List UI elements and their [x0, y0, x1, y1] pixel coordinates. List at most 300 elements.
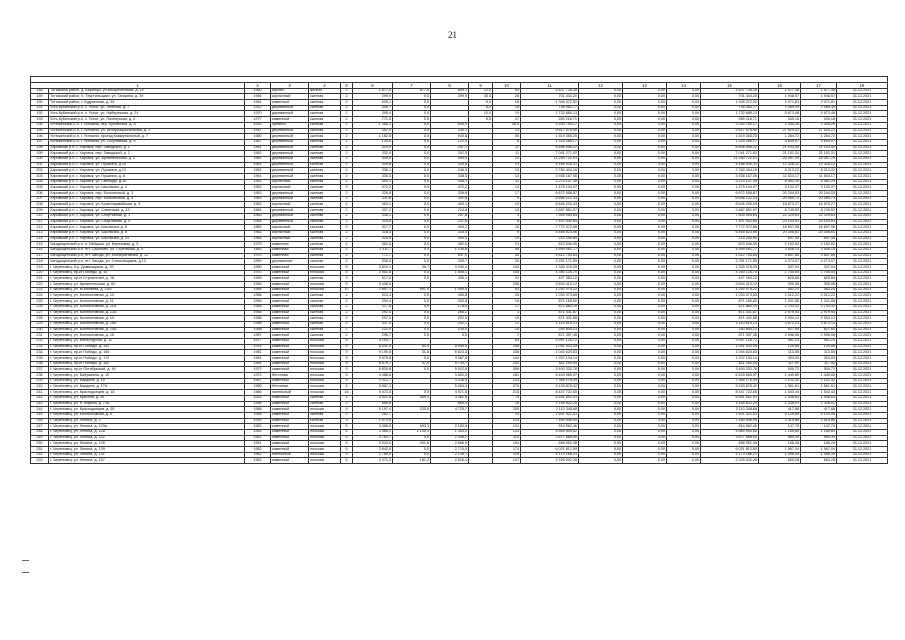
table-cell: 1970	[245, 270, 271, 276]
table-cell: 2	[341, 111, 353, 117]
table-cell: плоская	[309, 458, 341, 464]
table-cell: 237	[31, 367, 49, 373]
table-cell: 6 465 623,56	[701, 230, 759, 236]
table-cell: 0,0	[393, 242, 431, 248]
table-cell: 0,00	[579, 327, 623, 333]
table-cell: 8	[493, 219, 521, 225]
table-cell: 105	[493, 270, 521, 276]
table-cell: 701 434,20	[701, 94, 759, 100]
table-cell: 0,00	[667, 230, 701, 236]
table-cell: 0,00	[667, 447, 701, 453]
table-cell: 269 218,71	[521, 117, 579, 123]
table-cell: 21 151,31	[759, 151, 801, 157]
table-cell: 2	[341, 174, 353, 180]
table-cell: 2 345,26	[801, 122, 837, 128]
table-cell: 660,28	[801, 458, 837, 464]
table-cell: 0,00	[667, 390, 701, 396]
table-cell: 1 948,97	[759, 94, 801, 100]
table-cell: 47,6	[393, 361, 431, 367]
table-cell: 31.12.2021	[837, 213, 888, 219]
table-cell: 0,00	[623, 230, 667, 236]
table-cell: 0,00	[667, 407, 701, 413]
table-cell: 0,0	[393, 390, 431, 396]
table-cell: деревянный	[271, 139, 309, 145]
table-cell: каменный	[271, 310, 309, 316]
table-cell: 22	[493, 276, 521, 282]
table-cell: 304,00	[801, 356, 837, 362]
table-cell: 1960	[245, 88, 271, 94]
table-cell: 227	[31, 310, 49, 316]
table-cell: 191	[31, 105, 49, 111]
table-cell: 0,00	[623, 156, 667, 162]
table-cell: кирпичный	[271, 202, 309, 208]
table-cell: 0,00	[667, 236, 701, 242]
table-cell: 8 447 722,65	[701, 390, 759, 396]
table-cell: 1970	[245, 111, 271, 117]
table-cell: 0,00	[579, 128, 623, 134]
table-cell: 3 986,2	[353, 429, 393, 435]
table-cell: 197	[31, 139, 49, 145]
table-cell: 245	[31, 412, 49, 418]
table-cell: 0,00	[579, 191, 623, 197]
table-cell: 5 129,55	[759, 412, 801, 418]
table-cell: 0,00	[623, 134, 667, 140]
table-cell: 296,7	[353, 333, 393, 339]
table-cell: 3 132,37	[759, 185, 801, 191]
table-cell: скатная	[309, 196, 341, 202]
table-cell: 125	[493, 418, 521, 424]
table-cell: 736 083,77	[701, 105, 759, 111]
table-cell: 211	[31, 219, 49, 225]
table-cell: 7 505 054,84	[521, 213, 579, 219]
table-cell: 330,1	[431, 128, 469, 134]
table-cell: 31.12.2021	[837, 230, 888, 236]
table-cell: 0,00	[579, 174, 623, 180]
table-cell: 7 497 542,84	[701, 219, 759, 225]
table-cell: 18 607,56	[759, 225, 801, 231]
table-cell: 0,00	[667, 128, 701, 134]
table-cell: 1 325 376,05	[701, 265, 759, 271]
table-cell: 1981	[245, 361, 271, 367]
table-cell: 224	[31, 293, 49, 299]
table-cell: 0,0	[393, 236, 431, 242]
table-cell: деревянный	[271, 162, 309, 168]
table-cell: 31.12.2021	[837, 111, 888, 117]
table-cell: 0,00	[667, 179, 701, 185]
column-number-header: 14	[667, 83, 701, 89]
table-cell: 9	[341, 350, 353, 356]
table-cell: 0,00	[579, 452, 623, 458]
table-cell: 20 244,53	[759, 191, 801, 197]
table-cell: 5	[341, 338, 353, 344]
table-cell: 0,00	[579, 367, 623, 373]
table-cell: 2	[341, 117, 353, 123]
table-cell: 0,00	[667, 196, 701, 202]
table-cell: каменный	[271, 356, 309, 362]
table-cell: Харовский р-н, г. Харовск, ул. Пушкина, д. 8	[49, 174, 245, 180]
table-cell: 4 294,7	[353, 338, 393, 344]
table-cell: 0,0	[393, 230, 431, 236]
table-cell: 2 687 851,97	[521, 208, 579, 214]
table-cell: 0,0	[393, 219, 431, 225]
table-cell: 336	[493, 350, 521, 356]
table-cell: 147,70	[801, 424, 837, 430]
table-cell: 0,0	[393, 304, 431, 310]
table-cell: г. Череповец, ул. Бардина, д. 17А	[49, 384, 245, 390]
table-cell: 15	[493, 156, 521, 162]
table-cell: 7 772 372,86	[521, 225, 579, 231]
table-cell: 5	[341, 435, 353, 441]
table-cell: 399,9	[431, 94, 469, 100]
table-cell: г. Череповец, ул. Краснодонцев, д. 18	[49, 390, 245, 396]
table-cell: 0,0	[393, 447, 431, 453]
table-cell: 771,7	[353, 253, 393, 259]
table-cell: 2 551,6	[353, 270, 393, 276]
table-cell: деревянный	[271, 208, 309, 214]
table-cell: 0,00	[667, 88, 701, 94]
table-cell: 0,00	[667, 344, 701, 350]
table-cell: 0,00	[579, 185, 623, 191]
table-cell: 2	[341, 310, 353, 316]
table-cell: 2 071,81	[801, 100, 837, 106]
table-cell: 0,00	[667, 145, 701, 151]
table-cell: 1 207 134,14	[521, 356, 579, 362]
table-cell: 871 331,67	[521, 310, 579, 316]
table-cell: 2 897,1	[353, 287, 393, 293]
table-cell: г. Череповец, ул. Ленина, д. 157	[49, 458, 245, 464]
table-cell: 404,2	[431, 225, 469, 231]
table-cell: скатная	[309, 156, 341, 162]
table-cell: 4 971,8	[431, 390, 469, 396]
column-number-header: 17	[801, 83, 837, 89]
table-cell: каменный	[271, 378, 309, 384]
table-cell: 0,00	[623, 378, 667, 384]
table-cell: 2	[341, 100, 353, 106]
table-cell: 2 069,39	[801, 105, 837, 111]
table-cell: 190	[31, 100, 49, 106]
table-cell: каменный	[271, 276, 309, 282]
table-cell: 292,4	[353, 310, 393, 316]
table-cell: 231	[31, 333, 49, 339]
table-cell: Харовский р-н, г. Харовск, пер. Заводской, д. 1	[49, 145, 245, 151]
table-cell: 5	[341, 424, 353, 430]
table-cell: 215	[31, 242, 49, 248]
table-cell: 9 845,07	[801, 139, 837, 145]
table-cell: 31.12.2021	[837, 270, 888, 276]
table-cell: 0,0	[393, 225, 431, 231]
table-cell: 0,00	[667, 378, 701, 384]
table-cell: г. Череповец, ул. Коллективная, д. 4	[49, 412, 245, 418]
table-cell: 0,00	[623, 253, 667, 259]
table-cell: 134,6	[353, 139, 393, 145]
table-cell: 0,00	[579, 179, 623, 185]
table-cell: 31.12.2021	[837, 225, 888, 231]
table-cell: 0,00	[579, 282, 623, 288]
table-cell: 16	[493, 225, 521, 231]
table-cell: скатная	[309, 208, 341, 214]
table-cell: 2 577,38	[759, 88, 801, 94]
table-cell: 0,00	[623, 196, 667, 202]
table-cell: плоская	[309, 435, 341, 441]
table-cell: 0,00	[667, 441, 701, 447]
table-cell: 15	[493, 316, 521, 322]
table-cell: 1 336,01	[801, 401, 837, 407]
table-cell: 0,0	[393, 174, 431, 180]
table-cell: 2	[341, 247, 353, 253]
table-cell: 2	[341, 134, 353, 140]
table-cell: 1975	[245, 242, 271, 248]
table-cell: 2	[341, 321, 353, 327]
table-cell: 1961	[245, 168, 271, 174]
table-cell: 200	[31, 156, 49, 162]
table-cell: каменный	[271, 435, 309, 441]
table-cell: 214 245,84	[701, 236, 759, 242]
table-cell: г. Череповец, ул. Бардина, д. 15	[49, 378, 245, 384]
table-cell: 691,4	[393, 287, 431, 293]
table-cell: скатная	[309, 333, 341, 339]
table-cell: 2 225 032,26	[701, 458, 759, 464]
table-cell: 517,6	[353, 276, 393, 282]
table-cell: Харовский р-н, г. Харовск, пер. Заводской, д. 3	[49, 151, 245, 157]
table-cell: 0,00	[623, 265, 667, 271]
table-cell: 0,00	[667, 304, 701, 310]
table-cell: г. Череповец, ул. М.Беляева, д. 24/2	[49, 287, 245, 293]
column-number-header: 6	[353, 83, 393, 89]
table-cell: 217	[31, 253, 49, 259]
table-cell: 0,0	[393, 270, 431, 276]
table-cell: 186,28	[759, 441, 801, 447]
table-cell: 240 844,13	[701, 327, 759, 333]
table-cell: 12,0	[469, 88, 493, 94]
table-cell: 23 104,91	[759, 219, 801, 225]
table-cell: 0,00	[667, 185, 701, 191]
table-cell: 1 044 620,83	[701, 350, 759, 356]
table-cell: 11 634,17	[759, 174, 801, 180]
table-cell: 1957	[245, 333, 271, 339]
table-cell: г. Череповец, пр-кт Победы, д. 15	[49, 270, 245, 276]
table-cell: 4 274,57	[801, 259, 837, 265]
table-cell: 31.12.2021	[837, 401, 888, 407]
table-cell: 5	[341, 378, 353, 384]
table-cell: 2 069,39	[759, 105, 801, 111]
table-cell: 213	[31, 230, 49, 236]
table-cell: скатная	[309, 100, 341, 106]
table-cell: 246	[31, 418, 49, 424]
table-cell: 1 366,1	[353, 122, 393, 128]
table-cell: плоская	[309, 338, 341, 344]
table-cell: 8 213,22	[759, 168, 801, 174]
table-cell: 472,2	[353, 185, 393, 191]
table-cell: 5 673,48	[759, 111, 801, 117]
table-cell: 514 962,46	[521, 424, 579, 430]
table-cell: 1963	[245, 247, 271, 253]
table-cell: 6 449 565,97	[701, 373, 759, 379]
table-cell: деревянный	[271, 151, 309, 157]
table-cell: 0,00	[667, 191, 701, 197]
column-number-header: 5	[341, 83, 353, 89]
table-cell: 500,72	[801, 367, 837, 373]
table-cell: 628,1	[353, 100, 393, 106]
table-cell: 210	[31, 213, 49, 219]
table-cell: 31.12.2021	[837, 162, 888, 168]
table-cell: 482,24	[801, 287, 837, 293]
table-cell: 657,40	[801, 236, 837, 242]
table-cell: 0,00	[623, 287, 667, 293]
table-cell: 0,0	[393, 299, 431, 305]
table-cell: скатная	[309, 191, 341, 197]
table-cell: скатная	[309, 128, 341, 134]
table-cell: 2	[341, 236, 353, 242]
table-cell: 1 325 286,17	[521, 139, 579, 145]
table-cell: 0,00	[623, 441, 667, 447]
table-cell: бетонная	[271, 384, 309, 390]
table-cell: 1962	[245, 452, 271, 458]
table-cell: 871 860,19	[521, 304, 579, 310]
table-cell: каменный	[271, 412, 309, 418]
table-cell: 20 306,61	[759, 230, 801, 236]
table-cell: 233,5	[393, 407, 431, 413]
table-cell: 2	[341, 202, 353, 208]
table-cell: 0,00	[579, 196, 623, 202]
table-cell: 2	[341, 253, 353, 259]
table-cell: 1 448,63	[759, 395, 801, 401]
table-cell: 186,28	[801, 441, 837, 447]
table-cell: 0,00	[579, 111, 623, 117]
table-cell: 459,2	[393, 395, 431, 401]
table-cell: 1982	[245, 424, 271, 430]
table-cell: 839,9	[431, 122, 469, 128]
table-cell: 129	[493, 452, 521, 458]
table-cell: 2 666,0	[431, 441, 469, 447]
table-cell: 3 533,0	[353, 441, 393, 447]
table-cell: каменный	[271, 293, 309, 299]
table-cell: скатная	[309, 122, 341, 128]
table-cell: 827,64	[801, 327, 837, 333]
table-cell: 417,88	[759, 407, 801, 413]
table-cell: 6 021 812,59	[521, 447, 579, 453]
table-cell: 178,8	[431, 304, 469, 310]
table-cell: 0,00	[579, 310, 623, 316]
table-cell: 1986	[245, 407, 271, 413]
table-cell: 0,00	[623, 367, 667, 373]
table-cell: плоская	[309, 390, 341, 396]
table-cell: 969,39	[759, 435, 801, 441]
table-cell: 382,6	[353, 242, 393, 248]
table-cell: плоская	[309, 424, 341, 430]
table-cell: 2 183,9	[431, 424, 469, 430]
table-cell: 1 496,30	[759, 452, 801, 458]
table-cell: 241	[31, 390, 49, 396]
table-cell: 1 567,04	[759, 447, 801, 453]
table-cell: 215	[493, 390, 521, 396]
table-cell: 1 519 365,25	[521, 134, 579, 140]
table-cell: 253	[31, 458, 49, 464]
table-cell: 1 110 619,13	[701, 321, 759, 327]
table-cell: кирпичный	[271, 230, 309, 236]
table-cell: 1964	[245, 208, 271, 214]
table-cell: 332,9	[353, 151, 393, 157]
table-cell: каменный	[271, 270, 309, 276]
table-cell: 4	[493, 213, 521, 219]
table-cell: 0,00	[623, 356, 667, 362]
table-cell: 0,00	[579, 88, 623, 94]
table-cell: 1 501 421,51	[701, 412, 759, 418]
table-cell: 0,0	[393, 367, 431, 373]
table-cell: 1	[341, 139, 353, 145]
table-cell: 23 104,91	[801, 219, 837, 225]
table-cell: 0,00	[667, 247, 701, 253]
table-cell: 0,00	[667, 225, 701, 231]
table-cell: 3 938 167,06	[521, 174, 579, 180]
table-cell: 244	[31, 407, 49, 413]
table-cell: 206	[31, 191, 49, 197]
table-cell: 7 497 542,84	[521, 219, 579, 225]
table-cell: 0,00	[579, 230, 623, 236]
table-cell: 2	[341, 333, 353, 339]
table-cell: 21 033,40	[759, 145, 801, 151]
table-cell: 9 617 576,96	[521, 128, 579, 134]
table-cell: 866,8	[353, 401, 393, 407]
table-cell: 3 506,14	[759, 247, 801, 253]
table-cell: 0,00	[579, 412, 623, 418]
table-cell: г. Череповец, ул. Ленина, д. 135	[49, 441, 245, 447]
table-cell: каменный	[271, 395, 309, 401]
table-cell: каменный	[271, 447, 309, 453]
table-cell: 216	[31, 247, 49, 253]
table-cell: 243	[31, 401, 49, 407]
table-cell: 1958	[245, 321, 271, 327]
table-cell: 325,9	[353, 236, 393, 242]
table-cell: 658 952,38	[521, 441, 579, 447]
table-cell: 31.12.2021	[837, 452, 888, 458]
table-cell: 5 847,85	[801, 253, 837, 259]
table-cell: 37	[493, 117, 521, 123]
table-cell: 20 306,61	[801, 230, 837, 236]
table-cell: деревянный	[271, 196, 309, 202]
table-cell: 4 488,8	[353, 373, 393, 379]
table-cell: Харовский р-н, г. Харовск, ул. Школьная, д. 6	[49, 225, 245, 231]
table-cell: 27 520,21	[801, 128, 837, 134]
table-cell: 2	[341, 259, 353, 265]
table-cell: 0,0	[393, 253, 431, 259]
table-cell: 19	[493, 236, 521, 242]
table-cell: 0,00	[623, 458, 667, 464]
table-cell: 6 551 651,01	[521, 395, 579, 401]
table-cell: 124	[493, 378, 521, 384]
table-cell: 427 363,12	[701, 276, 759, 282]
table-cell: каменный	[271, 333, 309, 339]
table-cell: деревянный	[271, 145, 309, 151]
table-cell: 144	[493, 356, 521, 362]
table-cell: 1 292 075,22	[701, 287, 759, 293]
table-cell: 1 353,2	[431, 429, 469, 435]
table-cell: каменный	[271, 299, 309, 305]
table-cell: 201,6	[393, 441, 431, 447]
table-cell: 0,00	[667, 122, 701, 128]
table-cell: 31.12.2021	[837, 321, 888, 327]
table-cell: 240	[31, 384, 49, 390]
table-cell: 31.12.2021	[837, 208, 888, 214]
table-cell: 1981	[245, 356, 271, 362]
table-cell: 1 041 933,35	[701, 344, 759, 350]
table-cell: 1 732 685,13	[521, 111, 579, 117]
table-cell: 3 694 410,12	[521, 282, 579, 288]
table-cell: 0,00	[579, 361, 623, 367]
table-cell: 2	[341, 299, 353, 305]
table-cell: 0,00	[667, 202, 701, 208]
table-cell: 0,00	[579, 390, 623, 396]
table-cell: 0,0	[393, 151, 431, 157]
